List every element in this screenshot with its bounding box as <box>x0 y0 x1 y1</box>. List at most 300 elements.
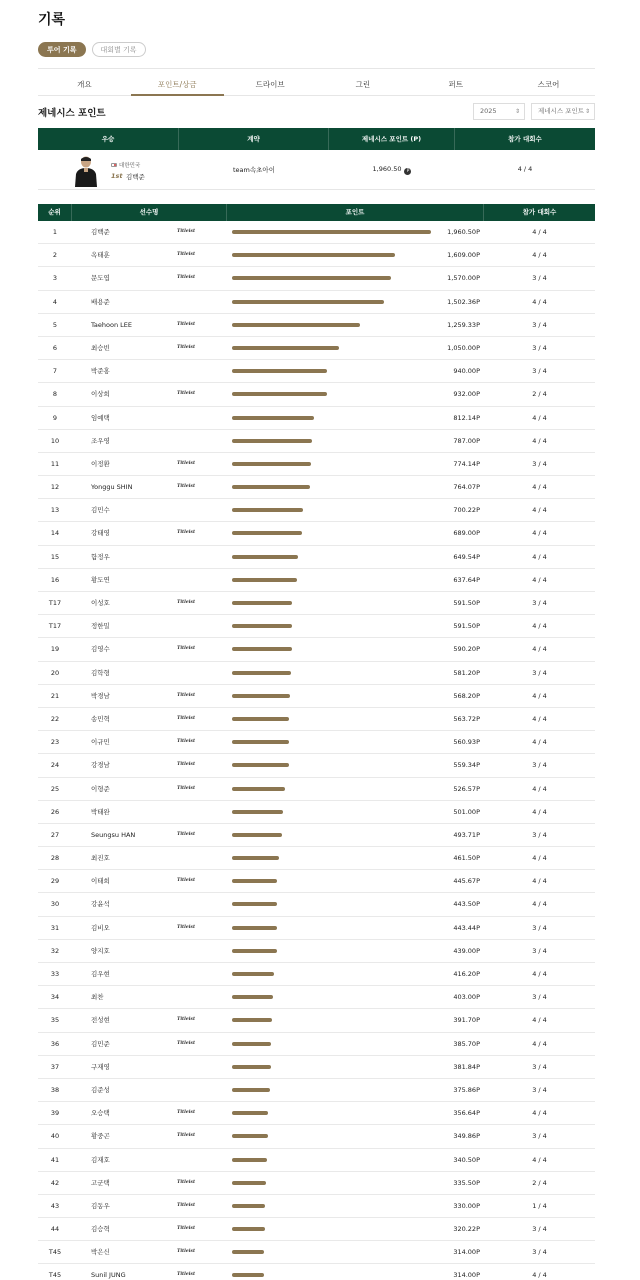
table-row[interactable] <box>38 522 595 545</box>
table-row[interactable] <box>38 314 595 337</box>
points-cell: 649.54P <box>453 552 480 561</box>
table-row[interactable] <box>38 754 595 777</box>
table-row[interactable] <box>38 221 595 244</box>
divider <box>38 68 595 69</box>
rank-cell: 38 <box>50 1085 60 1094</box>
events-cell: 4 / 4 <box>532 1039 547 1048</box>
rank-cell: 1 <box>52 228 58 236</box>
events-cell: 4 / 4 <box>532 622 547 631</box>
events-cell: 3 / 4 <box>532 761 547 770</box>
titleist-logo: Titleist <box>177 600 196 605</box>
titleist-logo: Titleist <box>177 785 196 791</box>
events-cell: 1 / 4 <box>532 1201 547 1210</box>
rank-cell: 16 <box>50 575 60 584</box>
player-name[interactable]: Yonggu SHIN <box>91 483 133 492</box>
points-cell: 1,570.00P <box>447 274 480 283</box>
events-cell: 4 / 4 <box>532 807 547 816</box>
table-row[interactable] <box>38 870 595 893</box>
tab-green[interactable]: 그린 <box>355 80 371 89</box>
rank-cell: 15 <box>50 552 60 561</box>
points-cell: 314.00P <box>453 1271 480 1280</box>
player-name[interactable]: 박은신 <box>91 1248 110 1257</box>
points-bar <box>232 717 289 721</box>
rank-cell: 41 <box>50 1155 60 1164</box>
points-cell: 774.14P <box>453 459 480 468</box>
player-avatar <box>73 154 99 187</box>
table-row[interactable] <box>38 1033 595 1056</box>
player-name[interactable]: 송민혁 <box>91 714 110 723</box>
player-name[interactable]: Seungsu HAN <box>91 830 136 839</box>
titleist-logo: Titleist <box>177 484 196 490</box>
titleist-logo: Titleist <box>177 715 196 721</box>
player-name[interactable]: 김비오 <box>91 923 110 932</box>
table-row[interactable] <box>38 569 595 592</box>
events-cell: 3 / 4 <box>532 1248 547 1257</box>
events-cell: 4 / 4 <box>532 645 547 654</box>
events-cell: 4 / 4 <box>532 228 547 236</box>
rank-cell: 10 <box>50 436 60 445</box>
ranking-table-header <box>38 204 595 221</box>
points-cell: 812.14P <box>453 413 480 422</box>
player-name[interactable]: 김영수 <box>91 645 110 654</box>
rank-cell: 24 <box>50 761 60 770</box>
table-row[interactable] <box>38 778 595 801</box>
rank-cell: 36 <box>50 1039 60 1048</box>
events-cell: 4 / 4 <box>532 552 547 561</box>
rank-cell: 28 <box>50 854 60 863</box>
rank-cell: 31 <box>50 923 60 932</box>
points-bar <box>232 856 279 860</box>
rank-cell: T45 <box>48 1271 62 1280</box>
table-row[interactable] <box>38 1218 595 1241</box>
player-name[interactable]: 박경남 <box>91 691 110 700</box>
points-bar <box>232 1204 265 1208</box>
player-name[interactable]: 김우현 <box>91 970 110 978</box>
year-select-value: 2025 <box>480 107 497 115</box>
rank-cell: 39 <box>50 1109 60 1118</box>
events-cell: 4 / 4 <box>532 784 547 793</box>
points-bar <box>232 369 327 373</box>
category-select[interactable] <box>531 103 595 120</box>
points-bar <box>232 763 289 767</box>
rank-cell: 23 <box>50 738 60 747</box>
tab-drive[interactable]: 드라이브 <box>255 80 285 89</box>
player-name[interactable]: 옥태훈 <box>91 251 110 260</box>
points-cell: 314.00P <box>453 1248 480 1257</box>
titleist-logo: Titleist <box>177 831 196 837</box>
titleist-logo: Titleist <box>177 646 196 652</box>
section-title: 제네시스 포인트 <box>38 108 106 119</box>
table-row[interactable] <box>38 1125 595 1148</box>
titleist-logo: Titleist <box>177 252 196 258</box>
table-row[interactable] <box>38 662 595 685</box>
points-cell: 335.50P <box>453 1178 480 1187</box>
table-row[interactable] <box>38 476 595 499</box>
points-cell: 700.22P <box>453 506 480 515</box>
events-cell: 3 / 4 <box>532 668 547 677</box>
points-bar <box>232 787 285 791</box>
table-row[interactable] <box>38 1102 595 1125</box>
rank-cell: 21 <box>50 691 60 700</box>
points-cell: 591.50P <box>453 622 480 631</box>
table-row[interactable] <box>38 685 595 708</box>
player-name[interactable]: 김준성 <box>91 1085 110 1094</box>
rank-cell: 22 <box>50 714 60 723</box>
player-name[interactable]: 오승택 <box>91 1109 110 1118</box>
points-cell: 381.84P <box>453 1062 480 1071</box>
category-select-value: 제네시스 포인트 <box>538 107 585 115</box>
points-cell: 330.00P <box>453 1201 480 1210</box>
rank-cell: 25 <box>50 784 60 793</box>
titleist-logo: Titleist <box>177 1226 196 1232</box>
table-row[interactable] <box>38 1195 595 1218</box>
table-row[interactable] <box>38 847 595 870</box>
titleist-logo: Titleist <box>177 739 196 745</box>
points-bar <box>232 1134 268 1138</box>
events-cell: 3 / 4 <box>532 946 547 955</box>
table-row[interactable] <box>38 1172 595 1195</box>
points-cell: 787.00P <box>453 436 480 445</box>
header-points: 포인트 <box>227 204 484 221</box>
toggle-tour-record[interactable]: 투어 기록 <box>38 42 86 57</box>
header-genesis-points: 제네시스 포인트 (P) <box>329 128 455 150</box>
titleist-logo: Titleist <box>177 1179 196 1185</box>
table-row[interactable] <box>38 638 595 661</box>
country-name: 대한민국 <box>119 163 141 169</box>
points-bar <box>232 555 298 559</box>
player-name[interactable]: 구재영 <box>91 1062 110 1071</box>
player-name[interactable]: 양지호 <box>91 946 110 955</box>
rank-cell: 2 <box>52 251 58 260</box>
table-row[interactable] <box>38 1241 595 1264</box>
winner-events: 4 / 4 <box>517 165 533 173</box>
titleist-logo: Titleist <box>177 924 196 930</box>
titleist-logo: Titleist <box>177 1040 196 1046</box>
events-cell: 4 / 4 <box>532 1016 547 1025</box>
points-bar <box>232 972 274 976</box>
rank-cell: 9 <box>52 413 58 422</box>
points-bar <box>232 1042 271 1046</box>
titleist-logo: Titleist <box>177 391 196 397</box>
points-cell: 501.00P <box>453 807 480 816</box>
points-cell: 591.50P <box>453 599 480 607</box>
events-cell: 3 / 4 <box>532 367 547 376</box>
header-contract: 계약 <box>179 128 329 150</box>
points-bar <box>232 392 327 396</box>
points-cell: 320.22P <box>453 1225 480 1234</box>
winner-rank: 1st <box>111 172 123 180</box>
titleist-logo: Titleist <box>177 692 196 698</box>
events-cell: 3 / 4 <box>532 459 547 468</box>
points-bar <box>232 671 291 675</box>
titleist-logo: Titleist <box>177 1110 196 1116</box>
table-row[interactable] <box>38 267 595 290</box>
rank-cell: 43 <box>50 1201 60 1210</box>
winner-row[interactable] <box>38 150 595 190</box>
points-bar <box>232 1158 267 1162</box>
player-name[interactable]: 최진호 <box>91 854 110 863</box>
points-bar <box>232 833 282 837</box>
rank-cell: 13 <box>50 506 60 515</box>
chevron-updown-icon: ⇕ <box>584 108 590 115</box>
table-row[interactable] <box>38 592 595 615</box>
points-cell: 1,050.00P <box>447 343 480 352</box>
stat-tabs <box>38 75 595 96</box>
player-name[interactable]: Taehoon LEE <box>91 320 132 329</box>
events-cell: 4 / 4 <box>532 413 547 422</box>
player-name[interactable]: 전성현 <box>91 1016 110 1025</box>
titleist-logo: Titleist <box>177 229 196 234</box>
record-type-toggle <box>38 42 146 57</box>
titleist-logo: Titleist <box>177 762 196 768</box>
rank-cell: 40 <box>50 1132 60 1141</box>
table-row[interactable] <box>38 1009 595 1032</box>
titleist-logo: Titleist <box>177 1017 196 1023</box>
player-name[interactable]: 황중곤 <box>91 1132 110 1141</box>
events-cell: 3 / 4 <box>532 1085 547 1094</box>
points-cell: 560.93P <box>453 738 480 747</box>
player-name[interactable]: 박태완 <box>91 807 110 816</box>
tab-putt[interactable]: 퍼트 <box>448 80 463 89</box>
points-bar <box>232 902 277 906</box>
rank-cell: 11 <box>50 459 60 468</box>
table-row[interactable] <box>38 1079 595 1102</box>
points-cell: 559.34P <box>453 761 480 770</box>
player-name[interactable]: 박준홍 <box>91 367 110 376</box>
header-player: 선수명 <box>72 204 227 221</box>
player-name[interactable]: 이형준 <box>91 784 110 793</box>
events-cell: 3 / 4 <box>532 1062 547 1071</box>
points-cell: 590.20P <box>453 645 480 654</box>
points-cell: 349.86P <box>453 1132 480 1141</box>
table-row[interactable] <box>38 407 595 430</box>
winner-points-value: 1,960.50 <box>372 165 402 173</box>
table-row[interactable] <box>38 1264 595 1280</box>
events-cell: 4 / 4 <box>532 691 547 700</box>
player-name[interactable]: 조우영 <box>91 436 110 445</box>
rank-cell: 14 <box>50 529 60 538</box>
points-bar <box>232 531 302 535</box>
player-name[interactable]: 문도엽 <box>91 274 110 283</box>
table-row[interactable] <box>38 963 595 986</box>
titleist-logo: Titleist <box>177 1202 196 1208</box>
header-events: 참가 대회수 <box>508 135 542 143</box>
player-name[interactable]: 최찬 <box>91 993 104 1002</box>
events-cell: 3 / 4 <box>532 1132 547 1141</box>
points-cell: 940.00P <box>453 367 480 376</box>
events-cell: 3 / 4 <box>532 320 547 329</box>
events-cell: 4 / 4 <box>532 506 547 515</box>
player-name[interactable]: 이태희 <box>91 877 110 886</box>
points-bar <box>232 694 290 698</box>
points-bar <box>232 230 431 234</box>
korea-flag-icon <box>111 163 117 167</box>
rank-cell: 4 <box>52 297 58 306</box>
table-row[interactable] <box>38 430 595 453</box>
player-name[interactable]: 이상희 <box>91 390 110 399</box>
rank-cell: 8 <box>52 390 58 399</box>
points-cell: 403.00P <box>453 993 480 1002</box>
points-bar <box>232 485 310 489</box>
titleist-logo: Titleist <box>177 460 196 466</box>
player-name[interactable]: 김승혁 <box>91 1225 110 1234</box>
rank-cell: 12 <box>50 483 60 492</box>
rank-cell: 35 <box>50 1016 60 1025</box>
events-cell: 3 / 4 <box>532 993 547 1002</box>
ranking-table-body <box>38 221 595 1280</box>
points-cell: 689.00P <box>453 529 480 538</box>
points-bar <box>232 508 303 512</box>
rank-cell: 34 <box>50 993 60 1002</box>
winner-points <box>329 165 455 175</box>
table-row[interactable] <box>38 1056 595 1079</box>
rank-cell: 7 <box>52 367 58 376</box>
table-row[interactable] <box>38 337 595 360</box>
events-cell: 4 / 4 <box>532 575 547 584</box>
points-bar <box>232 740 289 744</box>
points-bar <box>232 1227 265 1231</box>
titleist-logo: Titleist <box>177 344 196 350</box>
events-cell: 4 / 4 <box>532 714 547 723</box>
rank-cell: 26 <box>50 807 60 816</box>
table-row[interactable] <box>38 940 595 963</box>
country-label <box>111 161 140 169</box>
points-cell: 1,960.50P <box>447 228 480 236</box>
table-row[interactable] <box>38 986 595 1009</box>
toggle-tournament-record[interactable]: 대회별 기록 <box>92 42 146 57</box>
events-cell: 4 / 4 <box>532 1271 547 1280</box>
player-name[interactable]: 김민준 <box>91 1039 110 1048</box>
tab-score[interactable]: 스코어 <box>537 80 560 89</box>
points-bar <box>232 995 273 999</box>
player-name[interactable]: 임예택 <box>91 413 110 422</box>
player-name[interactable]: 김학형 <box>91 668 110 677</box>
player-name[interactable]: 이성호 <box>91 599 110 607</box>
events-cell: 3 / 4 <box>532 343 547 352</box>
events-cell: 4 / 4 <box>532 877 547 886</box>
points-cell: 1,259.33P <box>447 320 480 329</box>
points-cell: 443.50P <box>453 900 480 909</box>
rank-cell: T17 <box>48 599 62 607</box>
header-rank: 순위 <box>38 204 72 221</box>
table-row[interactable] <box>38 824 595 847</box>
points-cell: 443.44P <box>453 923 480 932</box>
points-bar <box>232 949 277 953</box>
events-cell: 4 / 4 <box>532 854 547 863</box>
table-row[interactable] <box>38 1149 595 1172</box>
points-cell: 375.86P <box>453 1085 480 1094</box>
points-cell: 356.64P <box>453 1109 480 1118</box>
player-name[interactable]: 김동우 <box>91 1201 110 1210</box>
table-row[interactable] <box>38 546 595 569</box>
rank-cell: 5 <box>52 320 58 329</box>
points-bar <box>232 601 292 605</box>
events-cell: 2 / 4 <box>532 390 547 399</box>
player-name[interactable]: 김민수 <box>91 506 110 515</box>
table-row[interactable] <box>38 360 595 383</box>
points-bar <box>232 276 391 280</box>
events-cell: 4 / 4 <box>532 1155 547 1164</box>
points-bar <box>232 1088 270 1092</box>
points-bar <box>232 926 277 930</box>
winner-table-header <box>38 128 595 150</box>
tab-overview[interactable]: 개요 <box>77 80 92 89</box>
titleist-logo: Titleist <box>177 1133 196 1139</box>
player-name[interactable]: 이규민 <box>91 738 110 747</box>
points-bar <box>232 416 314 420</box>
events-cell: 4 / 4 <box>532 1109 547 1118</box>
player-name[interactable]: 고군택 <box>91 1178 110 1187</box>
rank-cell: 33 <box>50 970 60 978</box>
rank-cell: 37 <box>50 1062 60 1071</box>
points-cell: 932.00P <box>453 390 480 399</box>
table-row[interactable] <box>38 499 595 522</box>
table-row[interactable] <box>38 291 595 314</box>
points-cell: 764.07P <box>453 483 480 492</box>
table-row[interactable] <box>38 383 595 406</box>
points-cell: 385.70P <box>453 1039 480 1048</box>
player-name[interactable]: 이정환 <box>91 459 110 468</box>
points-bar <box>232 439 312 443</box>
points-bar <box>232 578 297 582</box>
player-name[interactable]: 강태영 <box>91 529 110 538</box>
table-row[interactable] <box>38 731 595 754</box>
rank-cell: 20 <box>50 668 60 677</box>
points-bar <box>232 879 277 883</box>
player-name[interactable]: 함정우 <box>91 552 110 561</box>
player-name[interactable]: 김재호 <box>91 1155 110 1164</box>
rank-cell: 19 <box>50 645 60 654</box>
winner-name[interactable]: 김백준 <box>126 173 145 181</box>
player-name[interactable]: 황도연 <box>91 575 110 584</box>
table-row[interactable] <box>38 615 595 638</box>
points-cell: 563.72P <box>453 714 480 723</box>
table-row[interactable] <box>38 917 595 940</box>
rank-cell: T45 <box>48 1248 62 1257</box>
player-name[interactable]: Sunil JUNG <box>91 1271 126 1280</box>
tab-points-prize[interactable]: 포인트/상금 <box>131 75 224 95</box>
table-row[interactable] <box>38 453 595 476</box>
events-cell: 4 / 4 <box>532 251 547 260</box>
titleist-logo: Titleist <box>177 878 196 884</box>
events-cell: 3 / 4 <box>532 1225 547 1234</box>
events-cell: 3 / 4 <box>532 830 547 839</box>
titleist-logo: Titleist <box>177 1249 196 1255</box>
events-cell: 4 / 4 <box>532 297 547 306</box>
table-row[interactable] <box>38 244 595 267</box>
table-row[interactable] <box>38 893 595 916</box>
player-name[interactable]: 배용준 <box>91 297 110 306</box>
table-row[interactable] <box>38 708 595 731</box>
points-cell: 1,502.36P <box>447 297 480 306</box>
player-name[interactable]: 정한밀 <box>91 622 110 631</box>
rank-cell: 42 <box>50 1178 60 1187</box>
player-name[interactable]: 최승빈 <box>91 343 110 352</box>
points-icon: P <box>404 168 411 175</box>
player-name[interactable]: 강윤석 <box>91 900 110 909</box>
table-row[interactable] <box>38 801 595 824</box>
year-select[interactable] <box>473 103 525 120</box>
points-bar <box>232 1250 264 1254</box>
player-name[interactable]: 김백준 <box>91 228 110 236</box>
points-cell: 416.20P <box>453 970 480 978</box>
filter-selects <box>473 103 595 120</box>
chevron-updown-icon: ⇕ <box>514 108 520 115</box>
player-name[interactable]: 강경남 <box>91 761 110 770</box>
points-cell: 493.71P <box>453 830 480 839</box>
points-bar <box>232 1273 264 1277</box>
rank-cell: 6 <box>52 343 58 352</box>
